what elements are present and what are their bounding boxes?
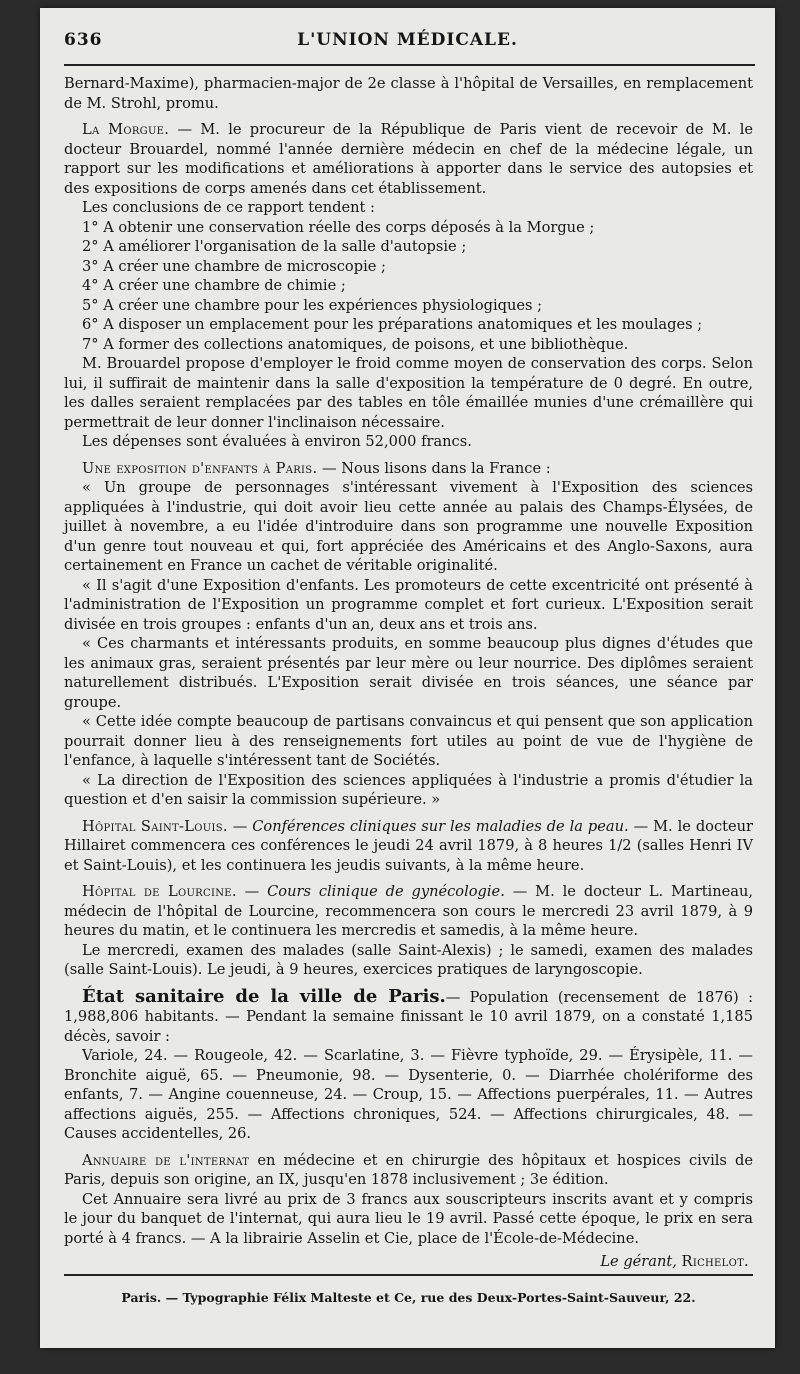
morgue-paragraph bbox=[64, 120, 753, 198]
signature-name: Richelot. bbox=[681, 1253, 749, 1270]
exposition-paragraph: « La direction de l'Exposition des sciences appliquées à l'industrie a promis d'étudier la question et d'en saisir la commission supérieure. » bbox=[64, 771, 753, 808]
morgue-heading: La Morgue. bbox=[82, 121, 170, 138]
exposition-paragraph: « Un groupe de personnages s'intéressant vivement à l'Exposition des sciences appliquées à l'industrie, qui doit avoir lieu cette année au palais des Champs-Élysées, de juillet à novembre, a eu l'idée d'introduire dans son programme une nouvelle Exposition d'un genre tout nouveau et qui, fort appréciée des Américains et des Anglo-Saxons, aura certainement en France un cachet de véritable originalité. bbox=[64, 479, 753, 574]
article-body bbox=[64, 74, 753, 1307]
morgue-item-3: 3° A créer une chambre de microscopie ; bbox=[82, 257, 386, 275]
saint-louis-subject: Conférences cliniques sur les maladies de la peau. bbox=[252, 817, 629, 835]
exposition-paragraph: « Ces charmants et intéressants produits, en somme beaucoup plus dignes d'études que les animaux gras, seraient présentés par leur mère ou leur nourrice. Des diplômes seraient naturellement distribués. L'Exposition serait divisée en trois séances, une séance par groupe. bbox=[64, 635, 753, 711]
lourcine-subject: Cours clinique de gynécologie. bbox=[267, 883, 505, 900]
saint-louis-text: — M. le docteur Hillairet commencera ces conférences le jeudi 24 avril 1879, à 8 heures 1/2 (salles Henri IV et Saint-Louis), et les continuera les jeudis suivants, à la même heure. bbox=[64, 817, 753, 874]
annuaire-details: Cet Annuaire sera livré au prix de 3 francs aux souscripteurs inscrits avant et y compris le jour du banquet de l'internat, qui aura lieu le 19 avril. Passé cette époque, le prix en sera porté à 4 francs. — A la librairie Asselin et Cie, place de l'École-de-Médecine. bbox=[64, 1190, 753, 1247]
morgue-item-6: 6° A disposer un emplacement pour les préparations anatomiques et les moulages ; bbox=[82, 316, 703, 333]
header-rule bbox=[64, 64, 755, 66]
exposition-heading: Une exposition d'enfants à Paris. bbox=[82, 459, 318, 477]
lourcine-heading: Hôpital de Lourcine. bbox=[82, 883, 237, 900]
signature bbox=[64, 1252, 753, 1272]
morgue-conclusions-intro: Les conclusions de ce rapport tendent : bbox=[82, 199, 375, 216]
morgue-item-1: 1° A obtenir une conservation réelle des corps déposés à la Morgue ; bbox=[82, 218, 595, 236]
saint-louis-dash: — bbox=[227, 817, 253, 835]
morgue-item-7: 7° A former des collections anatomiques, de poisons, et une bibliothèque. bbox=[82, 335, 629, 353]
etat-details: Variole, 24. — Rougeole, 42. — Scarlatine, 3. — Fièvre typhoïde, 29. — Érysipèle, 11. — Bronchite aiguë, 65. — Pneumonie, 98. — Dysenterie, 0. — Diarrhée cholériforme des enfants, 7. — Angine couenneuse, 24. — Croup, 15. — Affections puerpérales, 11. — Autres affections aiguës, 255. — Affections chroniques, 524. — Affections chirurgicales, 48. — Causes accidentelles, 26. bbox=[64, 1047, 753, 1142]
lourcine-text: — M. le docteur L. Martineau, médecin de l'hôpital de Lourcine, recommencera son cours le mercredi 23 avril 1879, à 9 heures du matin, et le continuera les mercredis et samedis, à la même heure. bbox=[64, 883, 753, 939]
morgue-proposal: M. Brouardel propose d'employer le froid comme moyen de conservation des corps. Selon lui, il suffirait de maintenir dans la salle d'exposition la température de 0 degré. En outre, les dalles seraient remplacées par des tables en tôle émaillée munies d'une crémaillère qui permettrait de leur donner l'inclinaison nécessaire. bbox=[64, 355, 753, 431]
lourcine-dash: — bbox=[236, 883, 268, 900]
morgue-text: — M. le procureur de la République de Paris vient de recevoir de M. le docteur Brouardel, nommé l'année dernière médecin en chef de la médecine légale, un rapport sur les modifications et améliorations à apporter dans le service des autopsies et des expositions de corps amenés dans cet établissement. bbox=[64, 121, 753, 197]
exposition-lead: — Nous lisons dans la France : bbox=[317, 459, 551, 477]
printer-footer: Paris. — Typographie Félix Malteste et Ce, rue des Deux-Portes-Saint-Sauveur, 22. bbox=[121, 1289, 696, 1305]
etat-text: — Population (recensement de 1876) : 1,988,806 habitants. — Pendant la semaine finissant le 10 avril 1879, on a constaté 1,185 décès, savoir : bbox=[64, 988, 753, 1045]
exposition-lead-paragraph bbox=[64, 459, 753, 479]
lourcine-schedule: Le mercredi, examen des malades (salle Saint-Alexis) ; le samedi, examen des malades (salle Saint-Louis). Le jeudi, à 9 heures, exercices pratiques de laryngoscopie. bbox=[64, 941, 753, 978]
running-title: L'UNION MÉDICALE. bbox=[297, 30, 518, 50]
etat-paragraph bbox=[64, 987, 753, 1047]
exposition-paragraph: « Cette idée compte beaucoup de partisans convaincus et qui pensent que son application pourrait donner lieu à des renseignements fort utiles au point de vue de l'hygiène de l'enfance, à laquelle s'intéressent tant de Sociétés. bbox=[64, 713, 753, 769]
exposition-paragraph: « Il s'agit d'une Exposition d'enfants. Les promoteurs de cette excentricité ont présenté à l'administration de l'Exposition un programme complet et fort curieux. L'Exposition serait divisée en trois groupes : enfants d'un an, deux ans et trois ans. bbox=[64, 576, 753, 633]
morgue-item-2: 2° A améliorer l'organisation de la salle d'autopsie ; bbox=[82, 238, 467, 255]
footer-rule bbox=[64, 1274, 753, 1276]
saint-louis-heading: Hôpital Saint-Louis. bbox=[82, 817, 228, 835]
morgue-item-4: 4° A créer une chambre de chimie ; bbox=[82, 277, 346, 294]
morgue-cost: Les dépenses sont évaluées à environ 52,000 francs. bbox=[82, 433, 472, 450]
page-header bbox=[64, 30, 751, 56]
saint-louis-paragraph bbox=[64, 817, 753, 876]
newspaper-page bbox=[40, 8, 775, 1348]
annuaire-heading: Annuaire de l'internat bbox=[82, 1151, 250, 1169]
etat-heading: État sanitaire de la ville de Paris. bbox=[82, 985, 446, 1007]
annuaire-paragraph bbox=[64, 1151, 753, 1190]
intro-paragraph: Bernard-Maxime), pharmacien-major de 2e classe à l'hôpital de Versailles, en remplacement de M. Strohl, promu. bbox=[64, 75, 753, 112]
page-number: 636 bbox=[64, 30, 103, 50]
annuaire-text: en médecine et en chirurgie des hôpitaux et hospices civils de Paris, depuis son origine, an IX, jusqu'en 1878 inclusivement ; 3e édition. bbox=[64, 1151, 753, 1188]
lourcine-paragraph bbox=[64, 882, 753, 941]
signature-label: Le gérant, bbox=[600, 1253, 677, 1270]
morgue-item-5: 5° A créer une chambre pour les expériences physiologiques ; bbox=[82, 296, 543, 314]
